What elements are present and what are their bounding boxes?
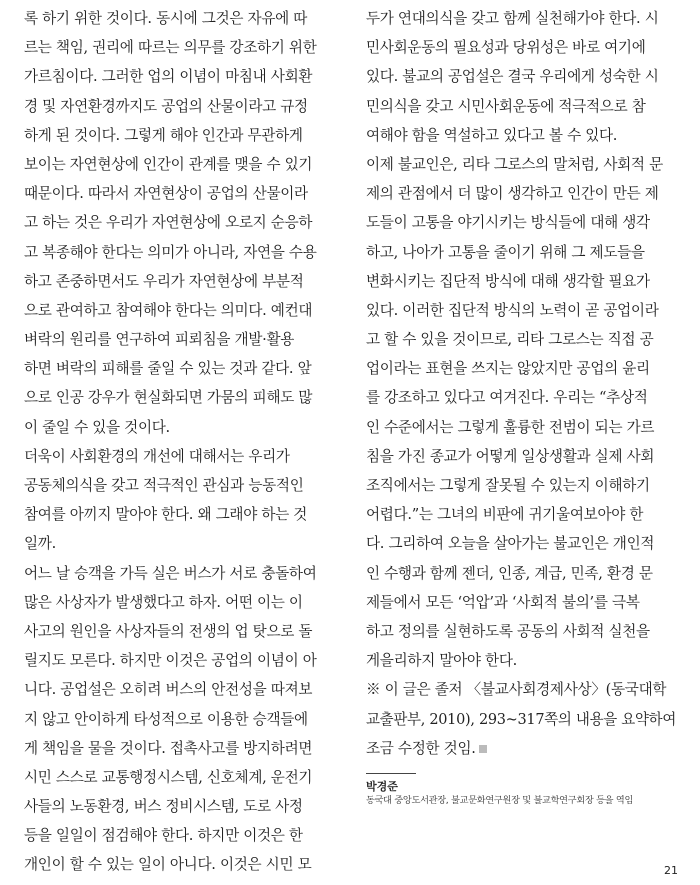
text-line (366, 529, 676, 558)
text-line (24, 354, 336, 383)
text-line (366, 617, 676, 646)
text-line (366, 588, 676, 617)
text-line-content: 사들의 노동환경, 버스 정비시스템, 도로 사정 (24, 798, 303, 816)
text-line (24, 208, 336, 237)
text-line-content: 인 수행과 함께 젠더, 인종, 계급, 민족, 환경 문 (366, 564, 653, 582)
text-line (24, 150, 336, 179)
text-line-content: ※ 이 글은 졸저 〈불교사회경제사상〉(동국대학 (366, 681, 667, 699)
text-line-content: 일까. (24, 535, 56, 553)
text-line (366, 383, 676, 412)
text-line-content: 하고 존중하면서도 우리가 자연현상에 부분적 (24, 272, 304, 290)
author-block (366, 773, 676, 808)
text-line-content: 고 복종해야 한다는 의미가 아니라, 자연을 수용 (24, 243, 317, 261)
text-line-content: 고 하는 것은 우리가 자연현상에 오로지 순응하 (24, 214, 313, 232)
text-line-content: 조직에서는 그렇게 잘못될 수 있는지 이해하기 (366, 477, 650, 494)
text-line (24, 617, 336, 646)
text-line (24, 442, 336, 471)
text-line (24, 62, 336, 91)
text-line-content: 경 및 자연환경까지도 공업의 산물이라고 규정 (24, 97, 308, 115)
text-line (24, 325, 336, 354)
text-line-content: 시민 스스로 교통행정시스템, 신호체계, 운전기 (24, 768, 313, 786)
text-line (366, 413, 676, 442)
text-line (24, 850, 336, 879)
text-line-content: 으로 인공 강우가 현실화되면 가뭄의 피해도 많 (24, 389, 313, 407)
text-line (24, 296, 336, 325)
text-line-content: 많은 사상자가 발생했다고 하자. 어떤 이는 이 (24, 593, 303, 611)
text-line-content: 벼락의 원리를 연구하여 피뢰침을 개발·활용 (24, 331, 295, 349)
text-line-content: 참여를 아끼지 말아야 한다. 왜 그래야 하는 것 (24, 506, 308, 524)
text-line-content: 릴지도 모른다. 하지만 이것은 공업의 이념이 아 (24, 652, 317, 670)
text-line-content: 게을리하지 말아야 한다. (366, 652, 517, 670)
text-line (24, 705, 336, 734)
text-line-content: 조금 수정한 것임. (366, 739, 476, 757)
text-line (366, 734, 676, 763)
text-line-content: 민사회운동의 필요성과 당위성은 바로 여기에 (366, 39, 646, 57)
page-number: 21 (664, 864, 678, 877)
end-of-article-mark (479, 745, 487, 753)
text-line-content: 제들에서 모든 ‘억압’과 ‘사회적 불의’를 극복 (366, 593, 640, 611)
text-line-content: 공동체의식을 갖고 적극적인 관심과 능동적인 (24, 477, 304, 494)
text-line (24, 383, 336, 412)
text-line-content: 록 하기 위한 것이다. 동시에 그것은 자유에 따 (24, 10, 308, 27)
text-line (24, 238, 336, 267)
text-line-content: 때문이다. 따라서 자연현상이 공업의 산물이라 (24, 185, 308, 203)
text-line-content: 이제 불교인은, 리타 그로스의 말처럼, 사회적 문 (366, 155, 663, 173)
text-line (24, 588, 336, 617)
text-line (24, 559, 336, 588)
text-line-content: 업이라는 표현을 쓰지는 않았지만 공업의 윤리 (366, 360, 650, 378)
text-line (366, 442, 676, 471)
text-line-content: 다. 그리하여 오늘을 살아가는 불교인은 개인적 (366, 535, 655, 553)
text-line (366, 500, 676, 529)
text-line-content: 침을 가진 종교가 어떻게 일상생활과 실제 사회 (366, 447, 655, 465)
text-line-content: 이 줄일 수 있을 것이다. (24, 418, 170, 436)
text-line-content: 있다. 불교의 공업설은 결국 우리에게 성숙한 시 (366, 68, 659, 86)
text-line (366, 208, 676, 237)
text-line-content: 사고의 원인을 사상자들의 전생의 업 탓으로 돌 (24, 622, 313, 640)
text-line-content: 게 책임을 물을 것이다. 접촉사고를 방지하려면 (24, 739, 313, 757)
text-line-content: 하게 된 것이다. 그렇게 해야 인간과 무관하게 (24, 126, 303, 144)
text-line (366, 150, 676, 179)
text-line (24, 500, 336, 529)
text-line-content: 인 수준에서는 그렇게 훌륭한 전범이 되는 가르 (366, 418, 655, 436)
text-line (24, 267, 336, 296)
text-line-content: 하면 벼락의 피해를 줄일 수 있는 것과 같다. 앞 (24, 360, 312, 378)
text-line (366, 559, 676, 588)
left-column (24, 4, 336, 880)
text-line (366, 705, 676, 734)
text-line (366, 33, 676, 62)
text-line-content: 니다. 공업설은 오히려 버스의 안전성을 따져보 (24, 681, 313, 699)
text-line (24, 529, 336, 558)
text-line (366, 267, 676, 296)
text-line (24, 413, 336, 442)
text-line (366, 471, 676, 500)
text-line-content: 고 할 수 있을 것이므로, 리타 그로스는 직접 공 (366, 331, 654, 349)
author-bio: 동국대 중앙도서관장, 불교문화연구원장 및 불교학연구회장 등을 역임 (366, 795, 634, 806)
right-column (366, 4, 676, 763)
text-line-content: 으로 관여하고 참여해야 한다는 의미다. 예컨대 (24, 301, 313, 319)
text-line-content: 제의 관점에서 더 많이 생각하고 인간이 만든 제 (366, 185, 659, 203)
text-line-content: 어렵다.”는 그녀의 비판에 귀기울여보아야 한 (366, 506, 644, 524)
text-line (366, 238, 676, 267)
text-line (24, 763, 336, 792)
text-line-content: 등을 일일이 점검해야 한다. 하지만 이것은 한 (24, 827, 303, 845)
text-line (24, 471, 336, 500)
text-line-content: 지 않고 안이하게 타성적으로 이용한 승객들에 (24, 710, 308, 728)
text-line (366, 646, 676, 675)
text-line-content: 교출판부, 2010), 293~317쪽의 내용을 요약하여 (366, 710, 676, 728)
author-name: 박경준 (366, 780, 398, 793)
text-line (24, 734, 336, 763)
text-line-content: 민의식을 갖고 시민사회운동에 적극적으로 참 (366, 97, 646, 115)
text-line-content: 도들이 고통을 야기시키는 방식들에 대해 생각 (366, 214, 650, 232)
text-line (366, 92, 676, 121)
text-line (24, 792, 336, 821)
text-line-content: 여해야 함을 역설하고 있다고 볼 수 있다. (366, 126, 618, 144)
text-line-content: 를 강조하고 있다고 여겨진다. 우리는 “추상적 (366, 389, 648, 407)
text-line-content: 하고 정의를 실현하도록 공동의 사회적 실천을 (366, 622, 650, 640)
text-line (24, 33, 336, 62)
text-line-content: 변화시키는 집단적 방식에 대해 생각할 필요가 (366, 272, 650, 290)
text-line-content: 두가 연대의식을 갖고 함께 실천해가야 한다. 시 (366, 10, 659, 27)
text-line (24, 4, 336, 33)
text-line-content: 어느 날 승객을 가득 실은 버스가 서로 충돌하여 (24, 564, 317, 582)
text-line (366, 675, 676, 704)
text-line-content: 개인이 할 수 있는 일이 아니다. 이것은 시민 모 (24, 856, 312, 874)
text-line (366, 121, 676, 150)
text-line (366, 179, 676, 208)
text-line-content: 보이는 자연현상에 인간이 관계를 맺을 수 있기 (24, 155, 313, 173)
text-line-content: 있다. 이러한 집단적 방식의 노력이 곧 공업이라 (366, 301, 659, 319)
text-line (24, 92, 336, 121)
text-line (366, 354, 676, 383)
text-line (366, 4, 676, 33)
text-line-content: 가르침이다. 그러한 업의 이념이 마침내 사회환 (24, 68, 313, 86)
text-line (24, 646, 336, 675)
text-line (24, 821, 336, 850)
author-divider (366, 773, 416, 774)
text-line (24, 179, 336, 208)
text-line-content: 르는 책임, 권리에 따르는 의무를 강조하기 위한 (24, 39, 317, 57)
text-line-content: 더욱이 사회환경의 개선에 대해서는 우리가 (24, 447, 290, 465)
text-line (24, 121, 336, 150)
text-line-content: 하고, 나아가 고통을 줄이기 위해 그 제도들을 (366, 243, 645, 261)
text-line (366, 62, 676, 91)
text-line (24, 675, 336, 704)
text-line (366, 325, 676, 354)
text-line (366, 296, 676, 325)
